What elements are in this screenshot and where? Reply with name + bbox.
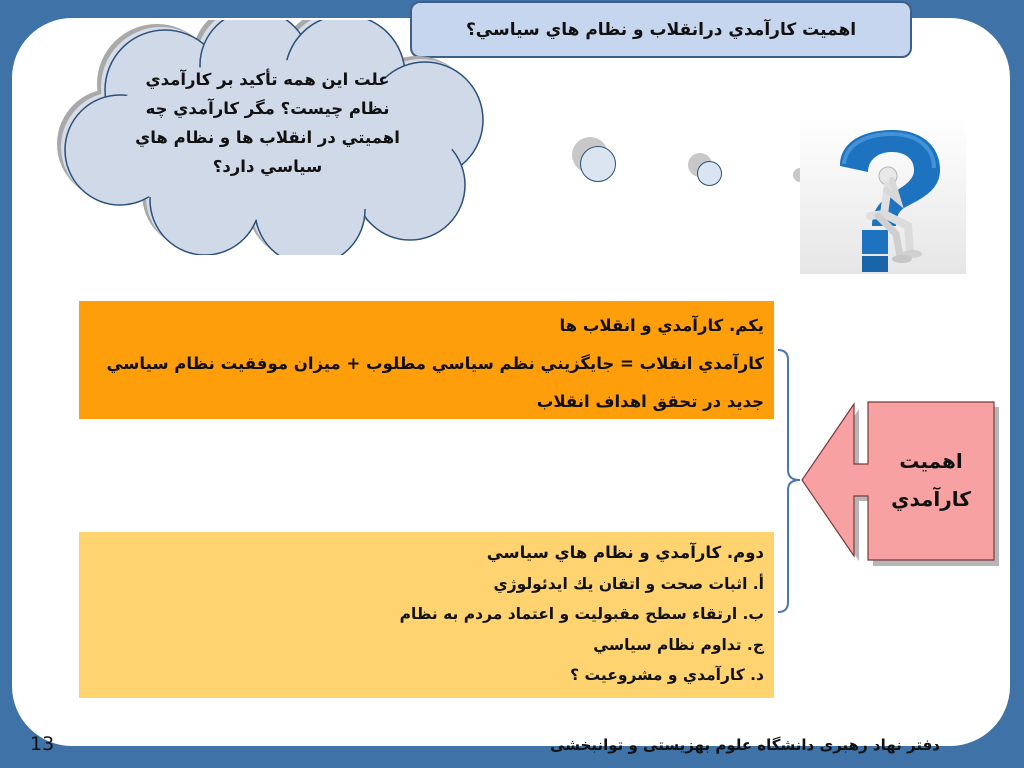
cloud-line: سياسي دارد؟ [212,157,323,176]
section1-line: جديد در تحقق اهداف انقلاب [536,392,764,411]
section2-item: ج. تداوم نظام سياسي [593,635,764,654]
question-mark-thinking-figure-icon [800,118,966,274]
section1-heading: يكم. كارآمدي و انقلاب ها [559,316,764,335]
callout-line: اهميت [899,449,963,473]
section2-item: أ. اثبات صحت و اتقان يك ايدئولوژي [493,574,764,593]
thought-bubble-medium-inner [697,161,722,186]
section2-heading: دوم. كارآمدي و نظام هاي سياسي [486,543,764,562]
section2-item: ب. ارتقاء سطح مقبوليت و اعتماد مردم به نظام [399,605,764,623]
page-number: 13 [30,733,55,755]
cloud-question [135,65,400,181]
cloud-line: علت اين همه تأكيد بر كارآمدي [145,70,390,89]
section-efficiency-revolutions [79,301,774,419]
slide-title-text: اهميت كارآمدي درانقلاب و نظام هاي سياسي؟ [465,19,857,40]
cloud-line: نظام چيست؟ مگر كارآمدي چه [145,99,390,118]
footer-organization: دفتر نهاد رهبری دانشگاه علوم بهزیستی و توانبخشی [550,736,940,754]
thought-cloud [40,20,510,255]
section1-line: كارآمدي انقلاب = جايگزيني نظم سياسي مطلوب + ميزان موفقيت نظام سياسي [106,354,764,373]
callout-label [868,442,994,518]
callout-line: كارآمدي [891,487,971,511]
thought-bubble-large-inner [580,146,616,182]
cloud-line: اهميتي در انقلاب ها و نظام هاي [135,128,400,147]
section-efficiency-political-systems [79,532,774,698]
section2-item: د. كارآمدي و مشروعيت ؟ [570,666,764,684]
